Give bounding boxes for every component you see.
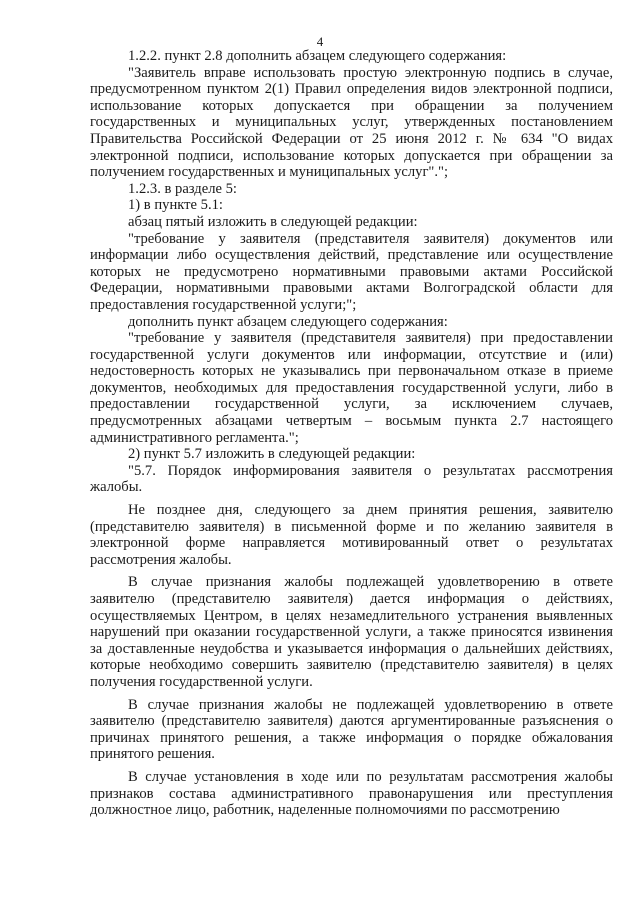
paragraph-requirement-1: "требование у заявителя (представителя заявителя) документов или информации либо осуществления действий, представление или осуществление которых не предусмотрено нормативными правовыми актами Российской Федерации, нормативными правовыми актами Волгоградской области для предоставления государственной услуги;"; <box>90 230 613 313</box>
paragraph-fifth-abzac: абзац пятый изложить в следующей редакции: <box>128 213 418 230</box>
paragraph-signature-clause: "Заявитель вправе использовать простую электронную подпись в случае, предусмотренном пунктом 2(1) Правил определения видов электронной подписи, использование которых допускается при обращении за получением государственных и муниципальных услуг, утвержденных постановлением Правительства Российской Федерации от 25 июня 2012 г. № 634 "О видах электронной подписи, использование которых допускается при обращении за получением государственных и муниципальных услуг"."; <box>90 64 613 181</box>
paragraph-point-5-7: 2) пункт 5.7 изложить в следующей редакции: <box>128 446 416 463</box>
paragraph-requirement-2: "требование у заявителя (представителя заявителя) при предоставлении государственной услуги документов или информации, отсутствие и (или) недостоверность которых не указывались при первоначальном отказе в приеме документов, необходимых для предоставления государственной услуги, либо в предоставлении государственной услуги, за исключением случаев, предусмотренных абзацами четвертым – восьмым пункта 2.7 настоящего административного регламента."; <box>90 330 613 446</box>
paragraph-point-5-1: 1) в пункте 5.1: <box>128 197 223 214</box>
paragraph-1-2-2: 1.2.2. пункт 2.8 дополнить абзацем следующего содержания: <box>128 48 507 64</box>
paragraph-violation-found: В случае установления в ходе или по результатам рассмотрения жалобы признаков состава административного правонарушения или преступления должностное лицо, работник, наделенные полномочиями по рассмотрению <box>90 768 613 819</box>
paragraph-5-7-heading: "5.7. Порядок информирования заявителя о результатах рассмотрения жалобы. <box>90 462 613 496</box>
paragraph-complaint-rejected: В случае признания жалобы не подлежащей удовлетворению в ответе заявителю (представителю заявителя) даются аргументированные разъяснения о причинах принятого решения, а также информация о порядке обжалования принятого решения. <box>90 696 613 763</box>
paragraph-complaint-satisfied: В случае признания жалобы подлежащей удовлетворению в ответе заявителю (представителю заявителя) дается информация о действиях, осуществляемых Центром, в целях незамедлительного устранения выявленных нарушений при оказании государственной услуги, а также приносятся извинения за доставленные неудобства и указывается информация о дальнейших действиях, которые необходимо совершить заявителю (представителю заявителя) в целях получения государственной услуги. <box>90 574 613 690</box>
paragraph-1-2-3: 1.2.3. в разделе 5: <box>128 180 237 197</box>
paragraph-supplement: дополнить пункт абзацем следующего содержания: <box>128 313 448 330</box>
page-number: 4 <box>316 34 324 49</box>
document-body <box>90 48 613 819</box>
paragraph-response-deadline: Не позднее дня, следующего за днем принятия решения, заявителю (представителю заявителя) в письменной форме и по желанию заявителя в электронной форме направляется мотивированный ответ о результатах рассмотрения жалобы. <box>90 502 613 568</box>
